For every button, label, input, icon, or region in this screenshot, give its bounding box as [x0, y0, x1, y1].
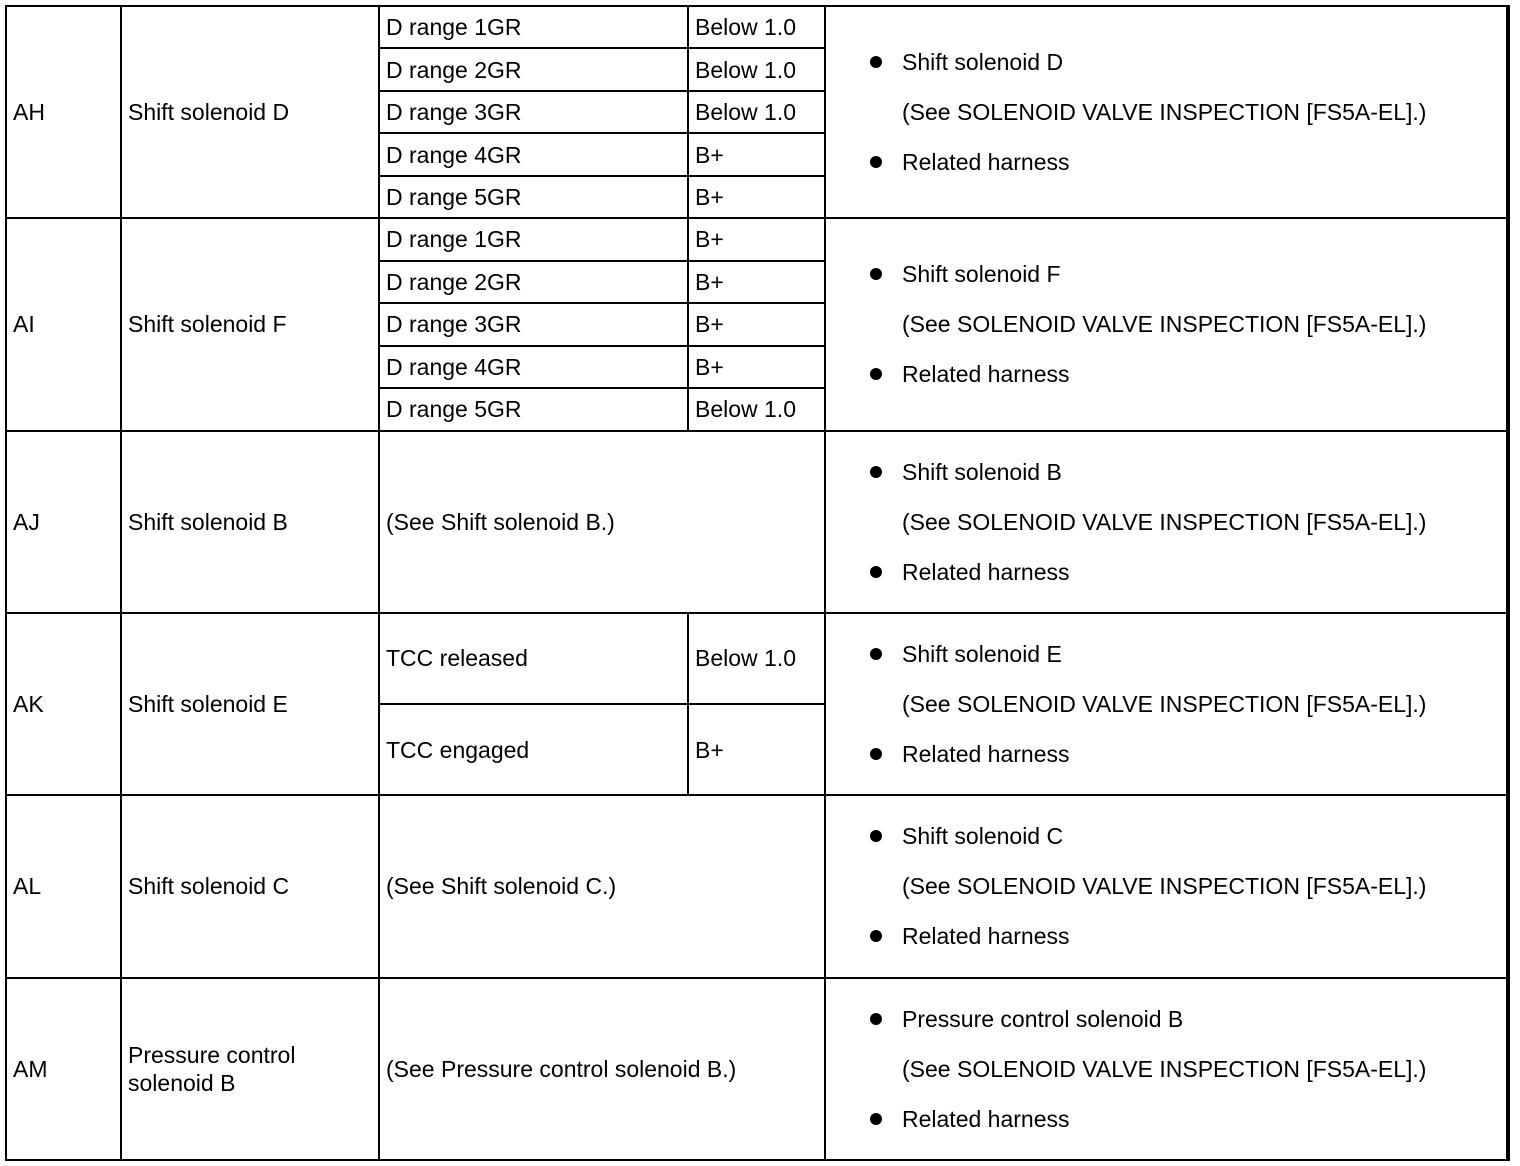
inspection-list-item — [862, 148, 1508, 176]
inspection-list-item — [862, 822, 1508, 850]
voltage-cell: B+ — [688, 133, 825, 175]
condition-cell: D range 2GR — [379, 261, 688, 303]
inspection-item-cell — [825, 431, 1509, 613]
voltage-cell: Below 1.0 — [688, 48, 825, 90]
inspection-item-cell — [825, 978, 1509, 1161]
inspection-component: Pressure control solenoid B — [902, 1005, 1184, 1032]
bullet-icon — [870, 648, 882, 660]
inspection-component: Shift solenoid C — [902, 823, 1064, 850]
condition-cell: D range 1GR — [379, 218, 688, 260]
related-harness: Related harness — [902, 558, 1070, 585]
bullet-icon — [870, 368, 882, 380]
table-row — [6, 218, 1509, 260]
terminal-cell: AK — [6, 613, 121, 795]
inspection-list — [862, 458, 1508, 586]
condition-cell: D range 5GR — [379, 176, 688, 218]
inspection-list-item — [862, 640, 1508, 668]
related-harness: Related harness — [902, 741, 1070, 768]
inspection-component: Shift solenoid E — [902, 641, 1062, 668]
connected-to-cell: Shift solenoid D — [121, 6, 379, 218]
related-harness: Related harness — [902, 361, 1070, 388]
connected-to-cell: Shift solenoid B — [121, 431, 379, 613]
bullet-icon — [870, 268, 882, 280]
inspection-list — [862, 1005, 1508, 1133]
condition-reference-cell: (See Shift solenoid B.) — [379, 431, 825, 613]
bullet-icon — [870, 748, 882, 760]
connected-to-cell: Pressure control solenoid B — [121, 978, 379, 1161]
inspection-list-item — [862, 1105, 1508, 1133]
inspection-list-item — [862, 48, 1508, 76]
terminal-cell: AL — [6, 795, 121, 977]
voltage-cell: Below 1.0 — [688, 388, 825, 430]
inspection-reference: (See SOLENOID VALVE INSPECTION [FS5A-EL].) — [902, 99, 1427, 126]
table-row — [6, 6, 1509, 48]
condition-cell: D range 3GR — [379, 303, 688, 345]
inspection-list-item — [862, 1005, 1508, 1033]
condition-cell: D range 1GR — [379, 6, 688, 48]
voltage-cell: Below 1.0 — [688, 613, 825, 704]
inspection-list-item — [862, 558, 1508, 586]
table-row — [6, 431, 1509, 613]
inspection-item-cell — [825, 613, 1509, 795]
inspection-list-item — [862, 740, 1508, 768]
voltage-cell: B+ — [688, 346, 825, 388]
related-harness: Related harness — [902, 149, 1070, 176]
inspection-item-cell — [825, 795, 1509, 977]
voltage-cell: B+ — [688, 704, 825, 795]
inspection-reference: (See SOLENOID VALVE INSPECTION [FS5A-EL].) — [902, 873, 1427, 900]
inspection-list-item — [862, 922, 1508, 950]
condition-reference-cell: (See Pressure control solenoid B.) — [379, 978, 825, 1161]
inspection-reference: (See SOLENOID VALVE INSPECTION [FS5A-EL].) — [902, 508, 1427, 535]
inspection-list — [862, 822, 1508, 950]
bullet-icon — [870, 466, 882, 478]
condition-cell: D range 4GR — [379, 133, 688, 175]
condition-reference-cell: (See Shift solenoid C.) — [379, 795, 825, 977]
terminal-cell: AH — [6, 6, 121, 218]
condition-cell: D range 3GR — [379, 91, 688, 133]
connected-to-cell: Shift solenoid E — [121, 613, 379, 795]
voltage-cell: Below 1.0 — [688, 6, 825, 48]
bullet-icon — [870, 1013, 882, 1025]
related-harness: Related harness — [902, 923, 1070, 950]
voltage-cell: B+ — [688, 176, 825, 218]
table-row — [6, 978, 1509, 1161]
inspection-component: Shift solenoid B — [902, 458, 1062, 485]
condition-cell: TCC engaged — [379, 704, 688, 795]
inspection-list-item — [862, 458, 1508, 486]
related-harness: Related harness — [902, 1105, 1070, 1132]
inspection-item-cell — [825, 218, 1509, 430]
voltage-cell: Below 1.0 — [688, 91, 825, 133]
inspection-component: Shift solenoid D — [902, 49, 1064, 76]
inspection-reference: (See SOLENOID VALVE INSPECTION [FS5A-EL].) — [902, 691, 1427, 718]
inspection-list — [862, 260, 1508, 388]
inspection-list — [862, 640, 1508, 768]
table-row — [6, 613, 1509, 704]
inspection-list-item — [862, 260, 1508, 288]
bullet-icon — [870, 56, 882, 68]
inspection-reference: (See SOLENOID VALVE INSPECTION [FS5A-EL].) — [902, 1055, 1427, 1082]
condition-cell: D range 4GR — [379, 346, 688, 388]
table-row — [6, 795, 1509, 977]
voltage-cell: B+ — [688, 218, 825, 260]
inspection-component: Shift solenoid F — [902, 261, 1061, 288]
inspection-list — [862, 48, 1508, 176]
condition-cell: D range 2GR — [379, 48, 688, 90]
inspection-item-cell — [825, 6, 1509, 218]
bullet-icon — [870, 1113, 882, 1125]
connected-to-cell: Shift solenoid C — [121, 795, 379, 977]
bullet-icon — [870, 830, 882, 842]
condition-cell: TCC released — [379, 613, 688, 704]
terminal-cell: AJ — [6, 431, 121, 613]
inspection-reference: (See SOLENOID VALVE INSPECTION [FS5A-EL].) — [902, 311, 1427, 338]
bullet-icon — [870, 566, 882, 578]
voltage-cell: B+ — [688, 261, 825, 303]
connected-to-cell: Shift solenoid F — [121, 218, 379, 430]
bullet-icon — [870, 930, 882, 942]
terminal-cell: AM — [6, 978, 121, 1161]
terminal-voltage-table — [5, 5, 1510, 1161]
bullet-icon — [870, 156, 882, 168]
terminal-cell: AI — [6, 218, 121, 430]
condition-cell: D range 5GR — [379, 388, 688, 430]
inspection-list-item — [862, 360, 1508, 388]
voltage-cell: B+ — [688, 303, 825, 345]
